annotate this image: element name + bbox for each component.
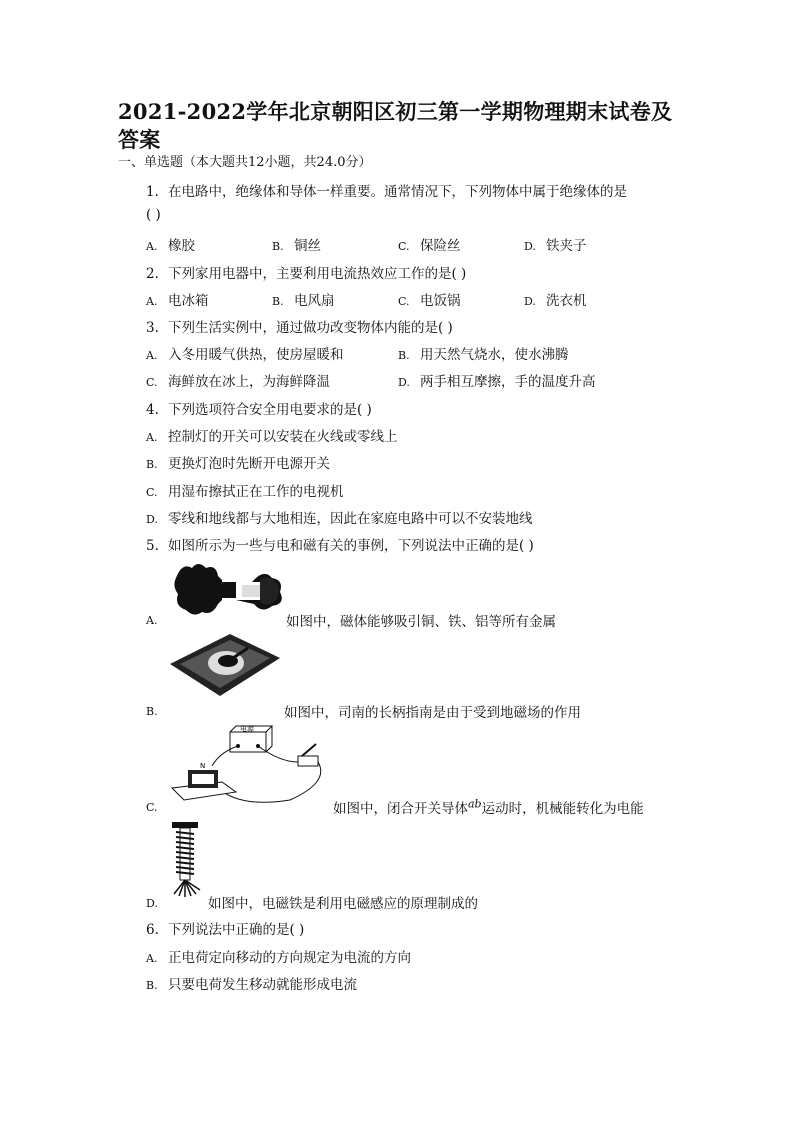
question-5: 5. 如图所示为一些与电和磁有关的事例，下列说法中正确的是( ) <box>146 538 534 554</box>
option-d[interactable]: D. 洗衣机 <box>524 293 587 309</box>
figure-electromagnet <box>166 822 206 898</box>
option-b[interactable]: B. 更换灯泡时先断开电源开关 <box>146 456 330 472</box>
figure-magnet-filings <box>172 560 288 618</box>
option-c[interactable]: C. <box>146 801 158 814</box>
question-number: 1. <box>146 184 159 200</box>
option-a[interactable]: A. 控制灯的开关可以安装在火线或零线上 <box>146 429 398 445</box>
option-a[interactable]: A. 电冰箱 <box>146 293 209 309</box>
option-b[interactable]: B. <box>146 705 158 718</box>
question-1-continuation: ( ) <box>146 207 161 223</box>
option-c[interactable]: C. 电饭锅 <box>398 293 461 309</box>
option-d[interactable]: D. 零线和地线都与大地相连，因此在家庭电路中可以不安装地线 <box>146 511 533 527</box>
figure-si-nan <box>168 630 282 700</box>
question-4: 4. 下列选项符合安全用电要求的是( ) <box>146 402 372 418</box>
ab-symbol: ab <box>468 797 482 811</box>
option-d[interactable]: D. 两手相互摩擦，手的温度升高 <box>398 374 596 390</box>
option-b[interactable]: B. 铜丝 <box>272 238 321 254</box>
option-c[interactable]: C. 用湿布擦拭正在工作的电视机 <box>146 484 344 500</box>
option-d-text: 如图中，电磁铁是利用电磁感应的原理制成的 <box>208 896 478 912</box>
north-label: N <box>200 762 206 770</box>
option-a[interactable]: A. <box>146 614 158 627</box>
question-2: 2. 下列家用电器中，主要利用电流热效应工作的是( ) <box>146 266 467 282</box>
option-b[interactable]: B. 只要电荷发生移动就能形成电流 <box>146 977 357 993</box>
figure-circuit <box>170 722 330 808</box>
option-a[interactable]: A. 入冬用暖气供热，使房屋暖和 <box>146 347 344 363</box>
option-d[interactable]: D. 铁夹子 <box>524 238 587 254</box>
option-b[interactable]: B. 用天然气烧水，使水沸腾 <box>398 347 569 363</box>
option-c-text: 如图中，闭合开关导体$^{ab}$运动时，机械能转化为电能 <box>333 797 644 817</box>
option-b[interactable]: B. 电风扇 <box>272 293 335 309</box>
question-3: 3. 下列生活实例中，通过做功改变物体内能的是( ) <box>146 320 453 336</box>
question-text: 在电路中，绝缘体和导体一样重要。通常情况下，下列物体中属于绝缘体的是 <box>168 184 627 200</box>
question-1 <box>146 180 627 200</box>
option-d[interactable]: D. <box>146 897 158 910</box>
option-a-text: 如图中，磁体能够吸引铜、铁、铝等所有金属 <box>286 614 556 630</box>
page-title: 2021-2022学年北京朝阳区初三第一学期物理期末试卷及答案 <box>118 99 673 152</box>
option-c[interactable]: C. 海鲜放在冰上，为海鲜降温 <box>146 374 330 390</box>
option-a[interactable]: A. 橡胶 <box>146 238 195 254</box>
option-a[interactable]: A. 正电荷定向移动的方向规定为电流的方向 <box>146 950 411 966</box>
option-c[interactable]: C. 保险丝 <box>398 238 461 254</box>
option-b-text: 如图中，司南的长柄指南是由于受到地磁场的作用 <box>284 705 581 721</box>
section-heading: 一、单选题（本大题共12小题，共24.0分） <box>118 155 372 170</box>
question-6: 6. 下列说法中正确的是( ) <box>146 922 305 938</box>
power-label: 电源 <box>240 725 254 733</box>
